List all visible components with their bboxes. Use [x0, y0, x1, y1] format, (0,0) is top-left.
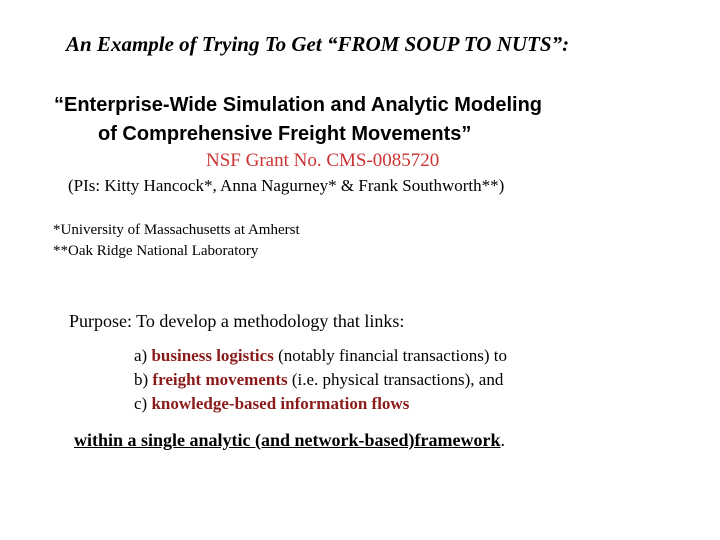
list-item-b — [134, 370, 503, 390]
list-item-c — [134, 394, 409, 414]
affiliation-ornl: **Oak Ridge National Laboratory — [53, 243, 259, 259]
list-item-highlight: business logistics — [151, 346, 274, 365]
list-item-rest: (i.e. physical transactions), and — [287, 370, 504, 389]
list-item-rest: (notably financial transactions) to — [273, 346, 508, 365]
closing-statement-bold: within a single analytic (and network-based)framework — [74, 430, 501, 450]
list-item-highlight: freight movements — [152, 370, 288, 389]
list-item-prefix: a) — [134, 346, 152, 365]
project-title-line-2: of Comprehensive Freight Movements” — [98, 123, 472, 145]
list-item-highlight: knowledge-based information flows — [151, 394, 410, 413]
purpose-statement: Purpose: To develop a methodology that links: — [69, 311, 405, 331]
list-item-prefix: c) — [134, 394, 152, 413]
closing-statement — [74, 430, 505, 451]
affiliation-umass: *University of Massachusetts at Amherst — [53, 222, 300, 238]
list-item-prefix: b) — [134, 370, 153, 389]
closing-statement-tail: . — [500, 430, 505, 450]
project-title-line-1: “Enterprise-Wide Simulation and Analytic Modeling — [54, 94, 543, 116]
principal-investigators: (PIs: Kitty Hancock*, Anna Nagurney* & Frank Southworth**) — [68, 176, 505, 195]
grant-number: NSF Grant No. CMS-0085720 — [206, 150, 440, 171]
slide-heading: An Example of Trying To Get “FROM SOUP TO NUTS”: — [66, 32, 570, 56]
list-item-a — [134, 346, 507, 366]
